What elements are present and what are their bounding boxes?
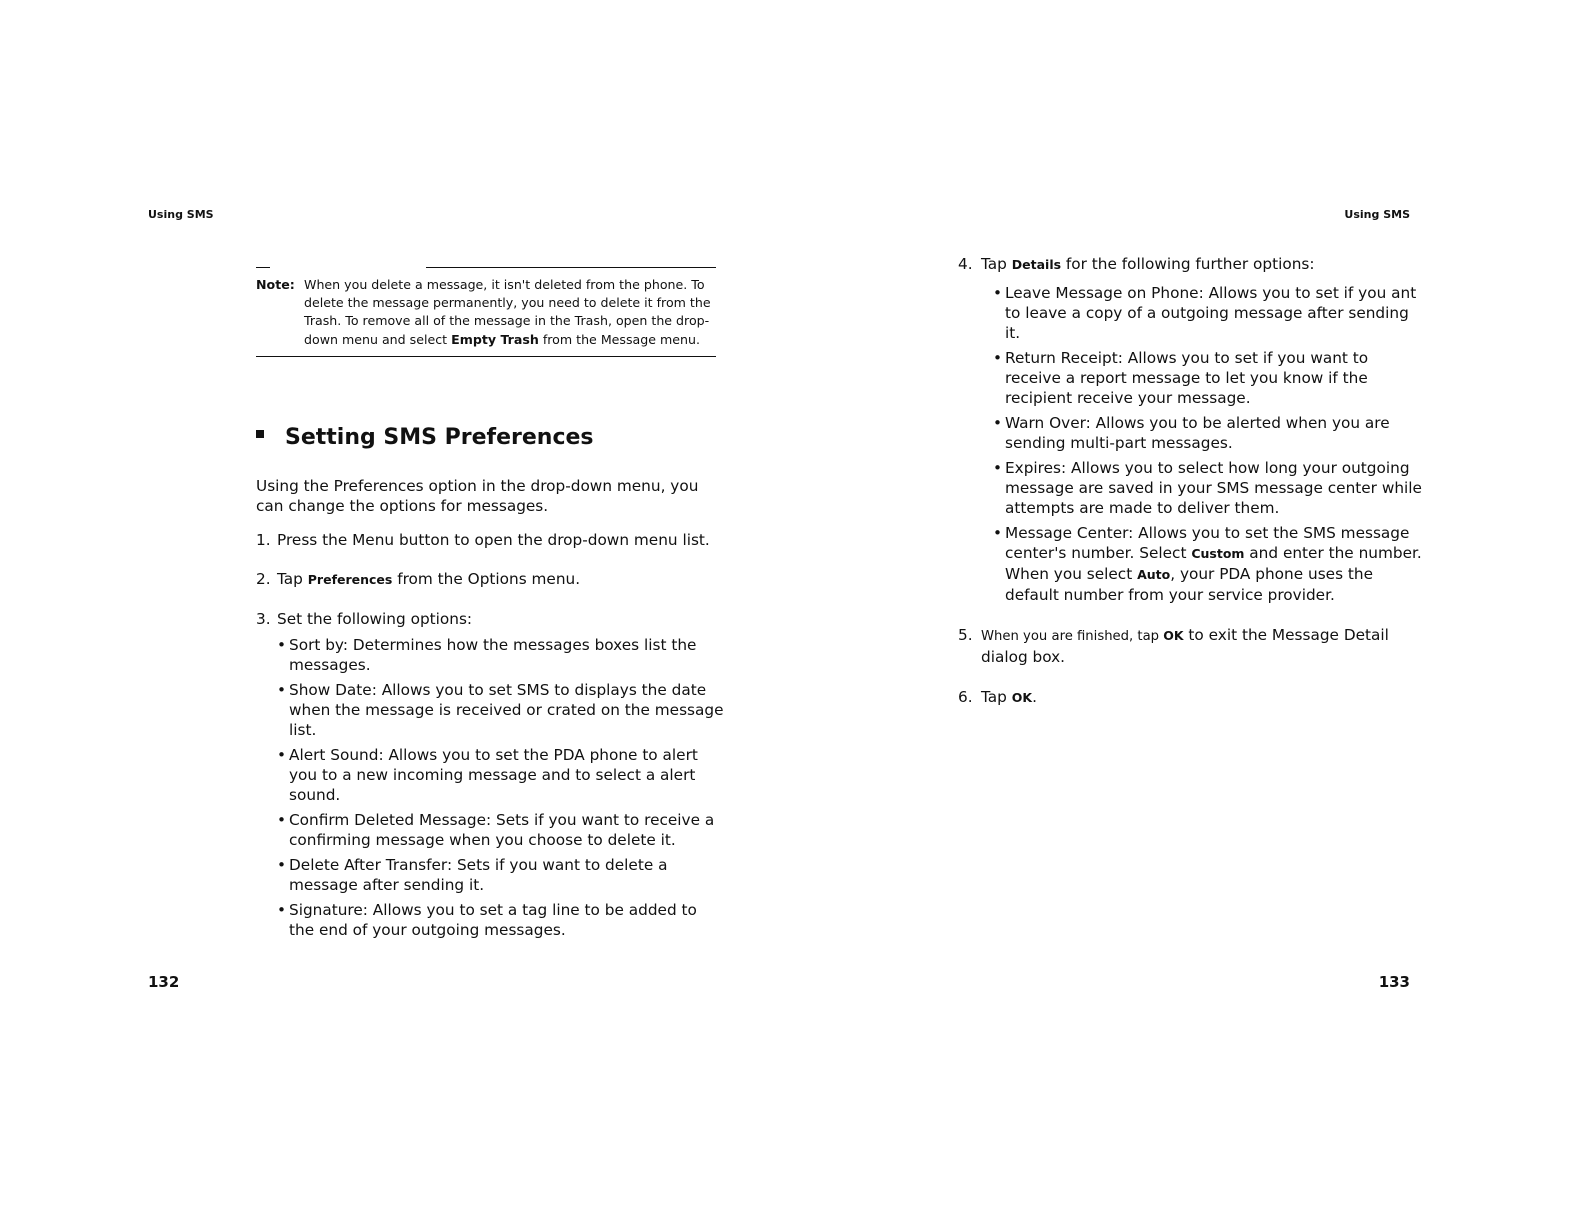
note-label: Note: <box>256 277 295 292</box>
step-text: Tap Preferences from the Options menu. <box>277 570 581 588</box>
note-top-rule <box>256 267 716 269</box>
list-item: • Sort by: Determines how the messages boxes list the messages. <box>277 636 697 674</box>
note-text: When you delete a message, it isn't deleted from the phone. To delete the message permanently, you need to delete it from the Trash. To remove all of the message in the Trash, open the drop-down menu and select Empty Trash from the Message menu. <box>304 277 711 347</box>
step-text: Tap Details for the following further options: <box>981 255 1315 273</box>
details-list <box>993 283 1428 605</box>
list-item: • Delete After Transfer: Sets if you want to delete a message after sending it. <box>277 856 668 894</box>
heading-bullet-icon <box>256 430 264 438</box>
list-item: • Return Receipt: Allows you to set if you want to receive a report message to let you know if the recipient receive your message. <box>993 349 1369 407</box>
step-1 <box>256 530 726 550</box>
details-term: Details <box>1011 257 1062 272</box>
list-item: • Message Center: Allows you to set the SMS message center's number. Select Custom and enter the number. When you select Auto, your PDA phone uses the default number from your service provider. <box>993 524 1422 604</box>
ok-term: OK <box>1163 628 1184 643</box>
step-number: 6. <box>958 688 973 706</box>
custom-term: Custom <box>1191 546 1245 561</box>
step-number: 5. <box>958 626 973 644</box>
step-text: Tap OK. <box>981 688 1037 706</box>
right-body <box>958 254 1428 722</box>
list-item: • Expires: Allows you to select how long your outgoing message are saved in your SMS message center while attempts are made to deliver them. <box>993 459 1422 517</box>
step-6 <box>958 687 1428 708</box>
preferences-term: Preferences <box>307 572 393 587</box>
step-number: 4. <box>958 255 973 273</box>
note-bottom-rule <box>256 356 716 357</box>
list-item: • Leave Message on Phone: Allows you to set if you ant to leave a copy of a outgoing message after sending it. <box>993 284 1417 342</box>
list-item: • Signature: Allows you to set a tag line to be added to the end of your outgoing messages. <box>277 901 697 939</box>
empty-trash-term: Empty Trash <box>451 331 539 347</box>
section-heading <box>256 425 594 450</box>
step-number: 1. <box>256 531 271 549</box>
heading-text: Setting SMS Preferences <box>285 425 594 450</box>
page-number-right: 133 <box>1378 973 1410 991</box>
page-number-left: 132 <box>148 973 180 991</box>
list-item: • Alert Sound: Allows you to set the PDA phone to alert you to a new incoming message and to select a alert sound. <box>277 746 698 804</box>
note-box <box>256 267 716 357</box>
running-head-left: Using SMS <box>148 208 214 221</box>
options-list <box>277 635 726 940</box>
ok-term: OK <box>1011 690 1033 705</box>
running-head-right: Using SMS <box>1344 208 1410 221</box>
left-body <box>256 476 726 959</box>
step-2 <box>256 569 726 590</box>
step-5 <box>958 625 1428 667</box>
list-item: • Show Date: Allows you to set SMS to displays the date when the message is received or crated on the message list. <box>277 681 724 739</box>
step-3 <box>256 609 726 945</box>
step-text: When you are finished, tap OK to exit the Message Detail dialog box. <box>981 626 1389 666</box>
auto-term: Auto <box>1137 567 1171 582</box>
list-item: • Warn Over: Allows you to be alerted when you are sending multi-part messages. <box>993 414 1390 452</box>
intro-paragraph: Using the Preferences option in the drop-down menu, you can change the options for messages. <box>256 477 699 515</box>
step-text: Press the Menu button to open the drop-down menu list. <box>277 531 710 549</box>
list-item: • Confirm Deleted Message: Sets if you want to receive a confirming message when you choose to delete it. <box>277 811 715 849</box>
step-text: Set the following options: <box>277 610 473 628</box>
step-number: 2. <box>256 570 271 588</box>
step-number: 3. <box>256 610 271 628</box>
step-4 <box>958 254 1428 275</box>
